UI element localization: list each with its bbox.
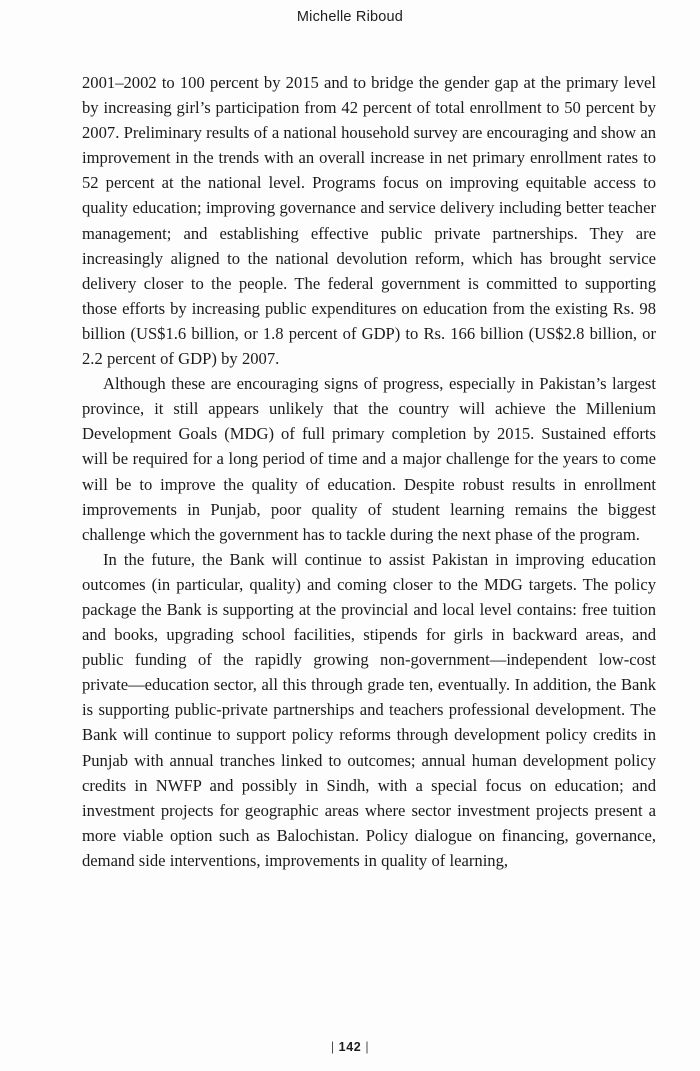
body-text-block: [82, 70, 656, 873]
paragraph-future: In the future, the Bank will continue to assist Pakistan in improving education outcomes (in particular, quality) and coming closer to the MDG targets. The policy package the Bank is supporting at the provincial and local level contains: free tuition and books, upgrading school facilities, stipends for girls in backward areas, and public funding of the rapidly growing non-government—independent low-cost private—education sector, all this through grade ten, eventually. In addition, the Bank is supporting public-private partnerships and teachers professional development. The Bank will continue to support policy reforms through development policy credits in Punjab with annual tranches linked to outcomes; annual human development policy credits in NWFP and possibly in Sindh, with a special focus on education; and investment projects for geographic areas where sector investment projects present a more viable option such as Balochistan. Policy dialogue on financing, governance, demand side interventions, improvements in quality of learning,: [82, 549, 656, 870]
page-number: 142: [338, 1040, 362, 1054]
page-footer: [0, 1040, 700, 1054]
paragraph-continued: 2001–2002 to 100 percent by 2015 and to bridge the gender gap at the primary level by increasing girl’s participation from 42 percent of total enrollment to 50 percent by 2007. Preliminary results of a national household survey are encouraging and show an improvement in the trends with an overall increase in net primary enrollment rates to 52 percent at the national level. Programs focus on improving equitable access to quality education; improving governance and service delivery including better teacher management; and establishing effective public private partnerships. They are increasingly aligned to the national devolution reform, which has brought service delivery closer to the people. The federal government is committed to supporting those efforts by increasing public expenditures on education from the existing Rs. 98 billion (US$1.6 billion, or 1.8 percent of GDP) to Rs. 166 billion (US$2.8 billion, or 2.2 percent of GDP) by 2007.: [82, 73, 657, 369]
running-header: Michelle Riboud: [296, 9, 404, 25]
footer-left-rule: |: [330, 1040, 335, 1054]
paragraph-although: Although these are encouraging signs of progress, especially in Pakistan’s largest province, it still appears unlikely that the country will achieve the Millenium Development Goals (MDG) of full primary completion by 2015. Sustained efforts will be required for a long period of time and a major challenge for the years to come will be to improve the quality of education. Despite robust results in enrollment improvements in Punjab, poor quality of student learning remains the biggest challenge which the government has to tackle during the next phase of the program.: [82, 374, 656, 544]
footer-right-rule: |: [365, 1040, 370, 1054]
